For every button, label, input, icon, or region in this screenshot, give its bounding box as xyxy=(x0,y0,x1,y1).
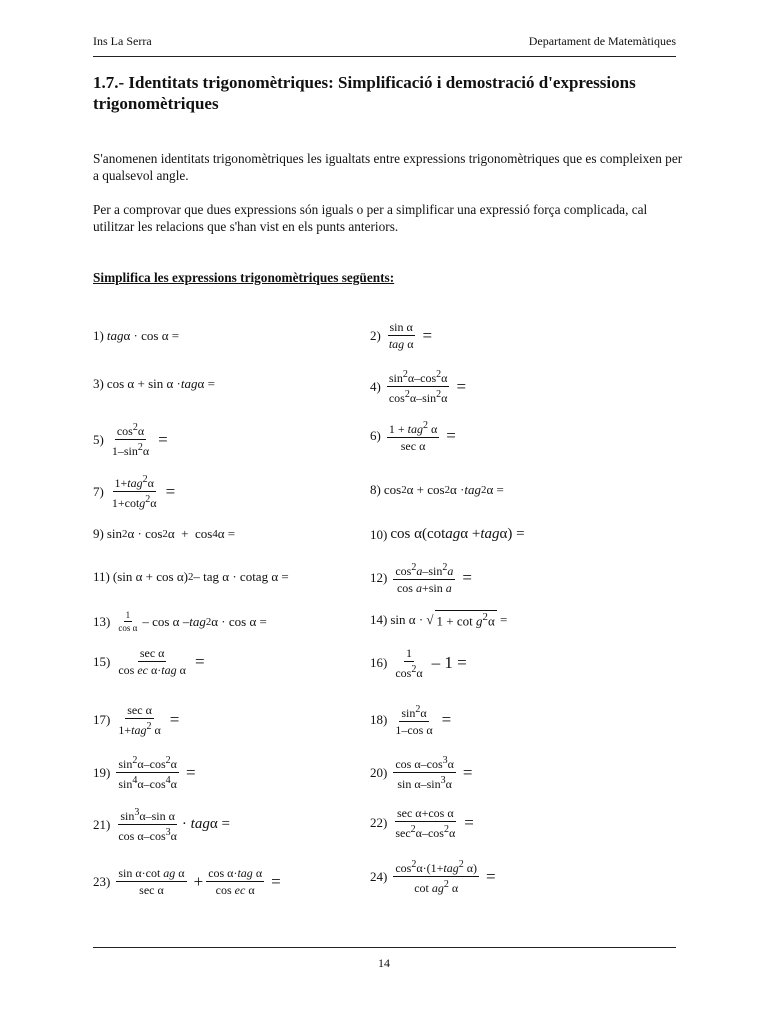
exercise-number: 19) xyxy=(93,764,111,780)
exercise-11 xyxy=(93,569,289,585)
exercise-number: 24) xyxy=(370,868,388,884)
exercise-9 xyxy=(93,526,235,542)
exercise-8 xyxy=(370,482,504,498)
exercise-number: 12) xyxy=(370,570,388,585)
math-expression: $\frac{\text{sin α}}{\text{tag α}}$ = xyxy=(388,320,433,351)
exercise-16 xyxy=(370,646,467,680)
method-paragraph: Per a comprovar que dues expressions són iguals o per a simplificar una expressió força complicada, cal utilitzar les relacions que s'han vist en els punts anteriors. xyxy=(93,202,648,234)
exercise-13 xyxy=(93,610,267,633)
exercise-24 xyxy=(370,858,496,895)
math-expression: $\frac{\sin^2\alpha}{\text{1–cos α}}$ = xyxy=(395,704,452,737)
exercise-17 xyxy=(93,703,179,737)
exercise-number: 16) xyxy=(370,655,388,670)
math-expression: $\frac{\cos \alpha-\cos^3\alpha}{\sin \alpha-\sin^3\alpha}$ = xyxy=(395,755,473,791)
exercise-12 xyxy=(370,561,472,595)
exercise-number: 2) xyxy=(370,327,381,343)
header-department: Departament de Matemàtiques xyxy=(528,34,676,48)
math-expression: $\frac{1 + tag^2 \alpha}{\text{sec α}}$ = xyxy=(388,420,456,453)
math-expression: cos 2 α + cos 2 α · tag 2 α = xyxy=(383,482,504,497)
math-expression: $\frac{\sin^2\alpha-\cos^2\alpha}{\cos^2\alpha-\sin^2\alpha}$ = xyxy=(388,369,467,405)
math-expression: $\frac{\cos^2\alpha}{1-\sin^2\alpha}$ = xyxy=(111,422,168,458)
exercise-19 xyxy=(93,754,196,791)
math-expression: $\frac{1}{\text{cos α}}$ – cos α – tag 2 α · cos α = xyxy=(118,610,267,633)
math-expression: $\frac{\cos^2\alpha\cdot(1+tag^2 \alpha)}{\cot ag^2 \alpha}$ = xyxy=(395,859,496,895)
exercise-number: 13) xyxy=(93,613,111,629)
exercise-22 xyxy=(370,806,474,840)
footer-divider xyxy=(93,947,676,948)
exercise-number: 20) xyxy=(370,764,388,780)
math-expression: $\frac{\text{sin α·cot ag α}}{\text{sec α}}$ + $\frac{\text{cos α·tag α}}{\text{cos ec α}}$ = xyxy=(118,866,281,897)
exercise-number: 11) xyxy=(93,569,110,584)
exercise-number: 4) xyxy=(370,378,381,394)
exercise-number: 10) xyxy=(370,526,388,542)
exercise-number: 7) xyxy=(93,483,104,499)
exercise-number: 15) xyxy=(93,653,111,669)
exercise-number: 5) xyxy=(93,431,104,447)
exercise-14 xyxy=(370,610,507,629)
math-expression: tag α · cos α = xyxy=(106,328,180,343)
exercise-15 xyxy=(93,646,205,677)
intro-paragraph: S'anomenen identitats trigonomètriques les igualtats entre expressions trigonomètriques que es compleixen per a qualsevol angle. xyxy=(93,151,683,183)
exercise-1 xyxy=(93,328,179,344)
page-number: 14 xyxy=(378,956,390,970)
page-header xyxy=(93,34,676,57)
math-expression: $\frac{\text{sec α}}{1+tag^2 \alpha}$ = xyxy=(118,703,180,737)
exercise-number: 9) xyxy=(93,526,104,541)
exercise-number: 14) xyxy=(370,611,388,627)
exercise-21 xyxy=(93,806,230,843)
exercise-6 xyxy=(370,419,456,453)
math-expression: $\frac{1}{\cos^2\alpha}$ – 1 = xyxy=(395,646,467,680)
math-expression: (sin α + cos α) 2 – tag α · cotag α = xyxy=(112,569,289,584)
exercise-number: 21) xyxy=(93,816,111,832)
math-expression: cos α + sin α · tag α = xyxy=(106,376,215,391)
exercise-2 xyxy=(370,320,432,351)
math-expression: $\frac{\cos^2a-\sin^2a}{\text{cos a+sin a}}$ = xyxy=(395,562,472,595)
exercise-number: 8) xyxy=(370,482,381,497)
exercise-number: 17) xyxy=(93,712,111,727)
math-expression: sin 2 α · cos 2 α + cos 4 α = xyxy=(106,526,236,541)
exercise-10 xyxy=(370,526,525,543)
section-title: 1.7.- Identitats trigonomètriques: Simplificació i demostració d'expressions trigonomètriques xyxy=(93,73,636,113)
exercise-20 xyxy=(370,754,473,791)
math-expression: cos α(cot ag α + tag α) = xyxy=(390,526,525,542)
math-expression: $\frac{\text{sec α}}{\text{cos ec α·tag α}}$ = xyxy=(118,646,205,677)
exercise-3 xyxy=(93,376,215,392)
math-expression: $\frac{1+tag^2\alpha}{1+\cot g^2\alpha}$ = xyxy=(111,474,176,510)
math-expression: $\frac{\text{sec α+cos α}}{\sec^2\alpha-\cos^2\alpha}$ = xyxy=(395,806,474,840)
exercise-number: 23) xyxy=(93,873,111,889)
exercise-7 xyxy=(93,473,175,510)
math-expression: $\frac{\sin^3\alpha-\sin \alpha}{\cos \alpha-\cos^3\alpha}$ · tagα = xyxy=(118,807,230,843)
exercise-18 xyxy=(370,703,451,737)
exercise-number: 18) xyxy=(370,712,388,727)
math-expression: sin α · √ $1 + \cot g^2\alpha$ = xyxy=(390,611,508,629)
exercise-5 xyxy=(93,421,168,458)
exercise-number: 1) xyxy=(93,328,104,343)
header-school: Ins La Serra xyxy=(93,34,152,48)
exercise-number: 22) xyxy=(370,815,388,830)
exercise-4 xyxy=(370,368,466,405)
exercises-heading: Simplifica les expressions trigonomètriques següents: xyxy=(93,270,395,285)
exercise-23 xyxy=(93,866,281,897)
exercise-number: 6) xyxy=(370,428,381,443)
math-expression: $\frac{\sin^2\alpha-\cos^2\alpha}{\sin^4\alpha-\cos^4\alpha}$ = xyxy=(118,755,196,791)
exercise-number: 3) xyxy=(93,376,104,391)
